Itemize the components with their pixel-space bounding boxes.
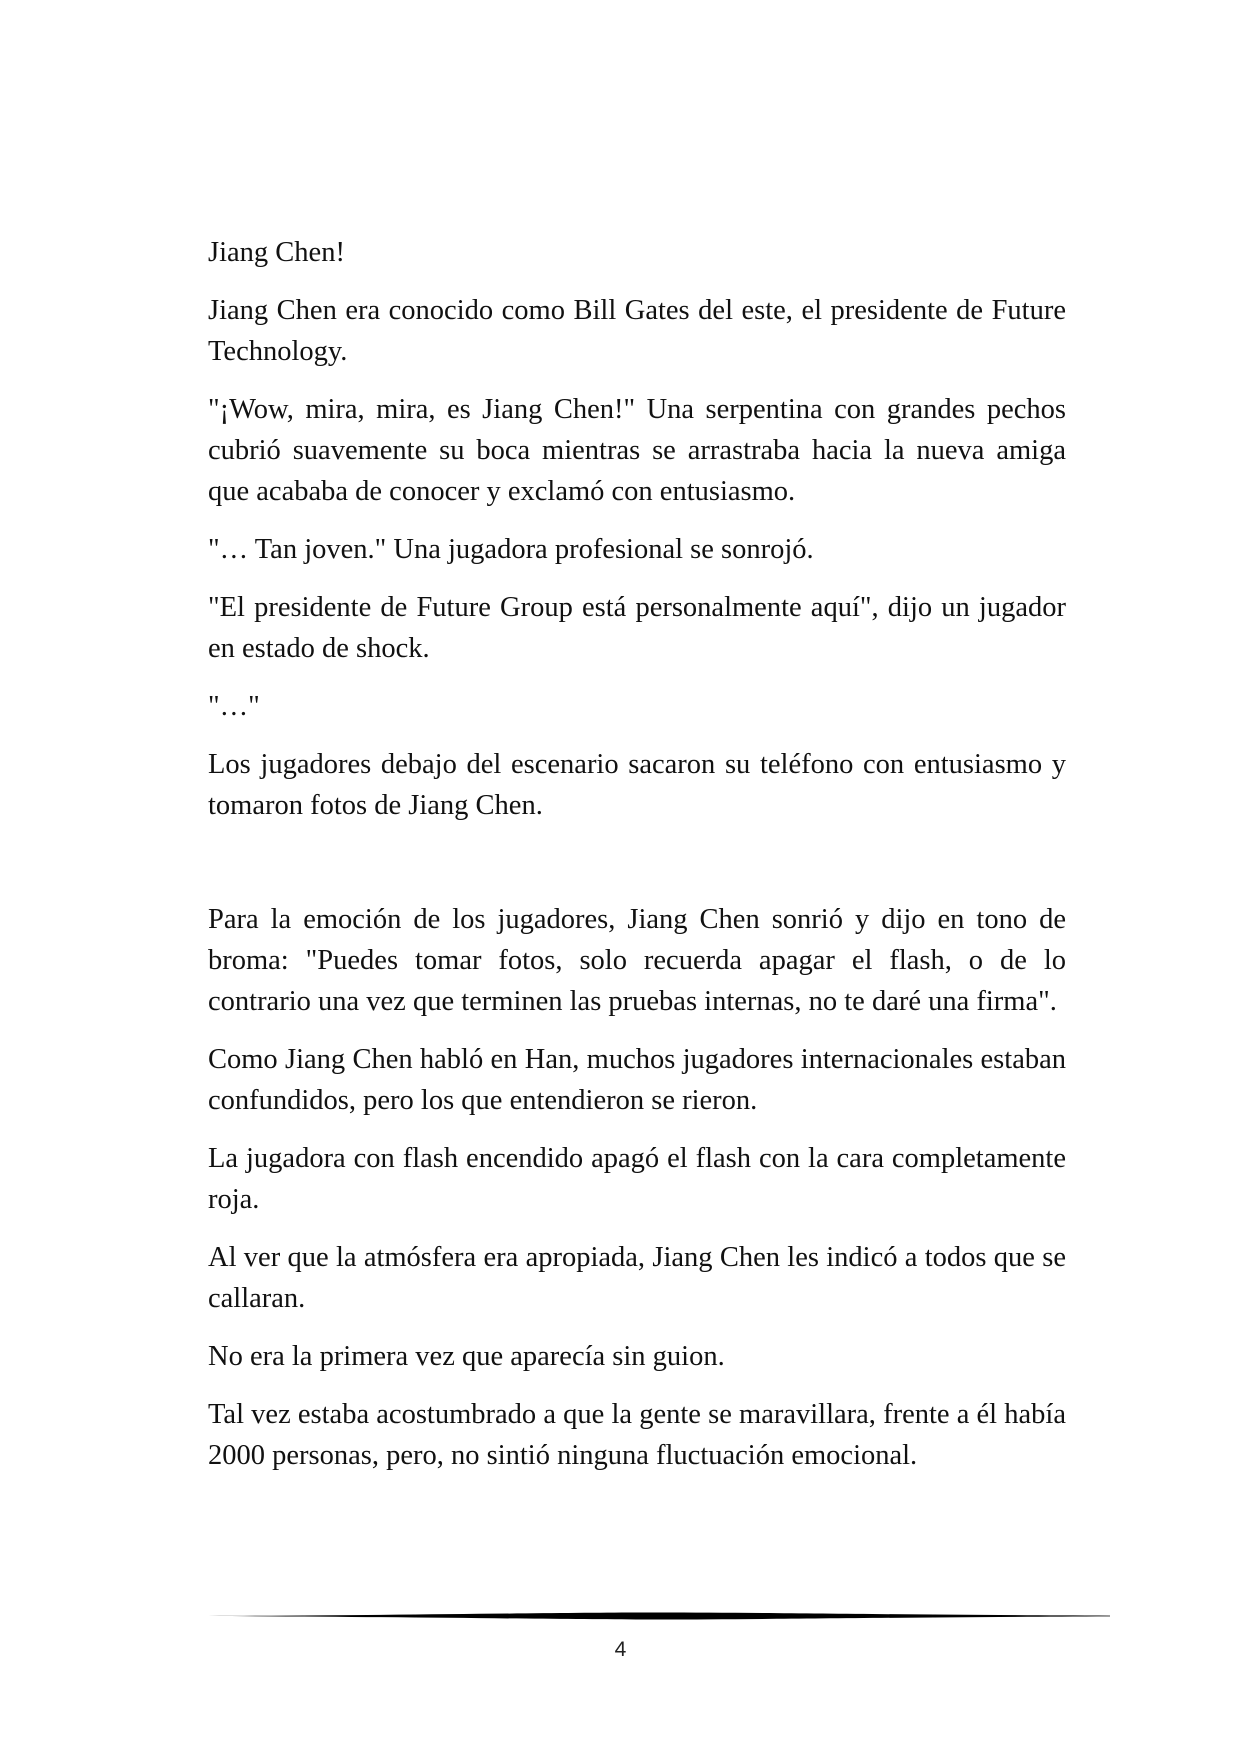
paragraph: Para la emoción de los jugadores, Jiang Chen sonrió y dijo en tono de broma: "Puedes tomar fotos, solo recuerda apagar el flash, o de lo contrario una vez que terminen las pruebas internas, no te daré una firma".	[208, 904, 1066, 1017]
paragraph: La jugadora con flash encendido apagó el flash con la cara completamente roja.	[208, 1143, 1066, 1215]
paragraph: Jiang Chen era conocido como Bill Gates del este, el presidente de Future Technology.	[208, 295, 1066, 367]
footer-rule	[208, 1610, 1110, 1622]
paragraph: Jiang Chen!	[208, 237, 345, 268]
paragraph: Al ver que la atmósfera era apropiada, Jiang Chen les indicó a todos que se callaran.	[208, 1242, 1066, 1314]
page-number: 4	[614, 1638, 627, 1661]
paragraph: "¡Wow, mira, mira, es Jiang Chen!" Una serpentina con grandes pechos cubrió suavemente su boca mientras se arrastraba hacia la nueva amiga que acababa de conocer y exclamó con entusiasmo.	[208, 394, 1066, 507]
body-text	[208, 232, 1066, 1493]
paragraph: No era la primera vez que aparecía sin guion.	[208, 1341, 725, 1372]
paragraph: "El presidente de Future Group está personalmente aquí", dijo un jugador en estado de shock.	[208, 592, 1066, 664]
paragraph: Como Jiang Chen habló en Han, muchos jugadores internacionales estaban confundidos, pero los que entendieron se rieron.	[208, 1044, 1066, 1116]
paragraph: Los jugadores debajo del escenario sacaron su teléfono con entusiasmo y tomaron fotos de Jiang Chen.	[208, 749, 1066, 821]
paragraph: "… Tan joven." Una jugadora profesional se sonrojó.	[208, 534, 814, 565]
paragraph: Tal vez estaba acostumbrado a que la gente se maravillara, frente a él había 2000 personas, pero, no sintió ninguna fluctuación emocional.	[208, 1399, 1066, 1471]
paragraph: "…"	[208, 691, 260, 722]
